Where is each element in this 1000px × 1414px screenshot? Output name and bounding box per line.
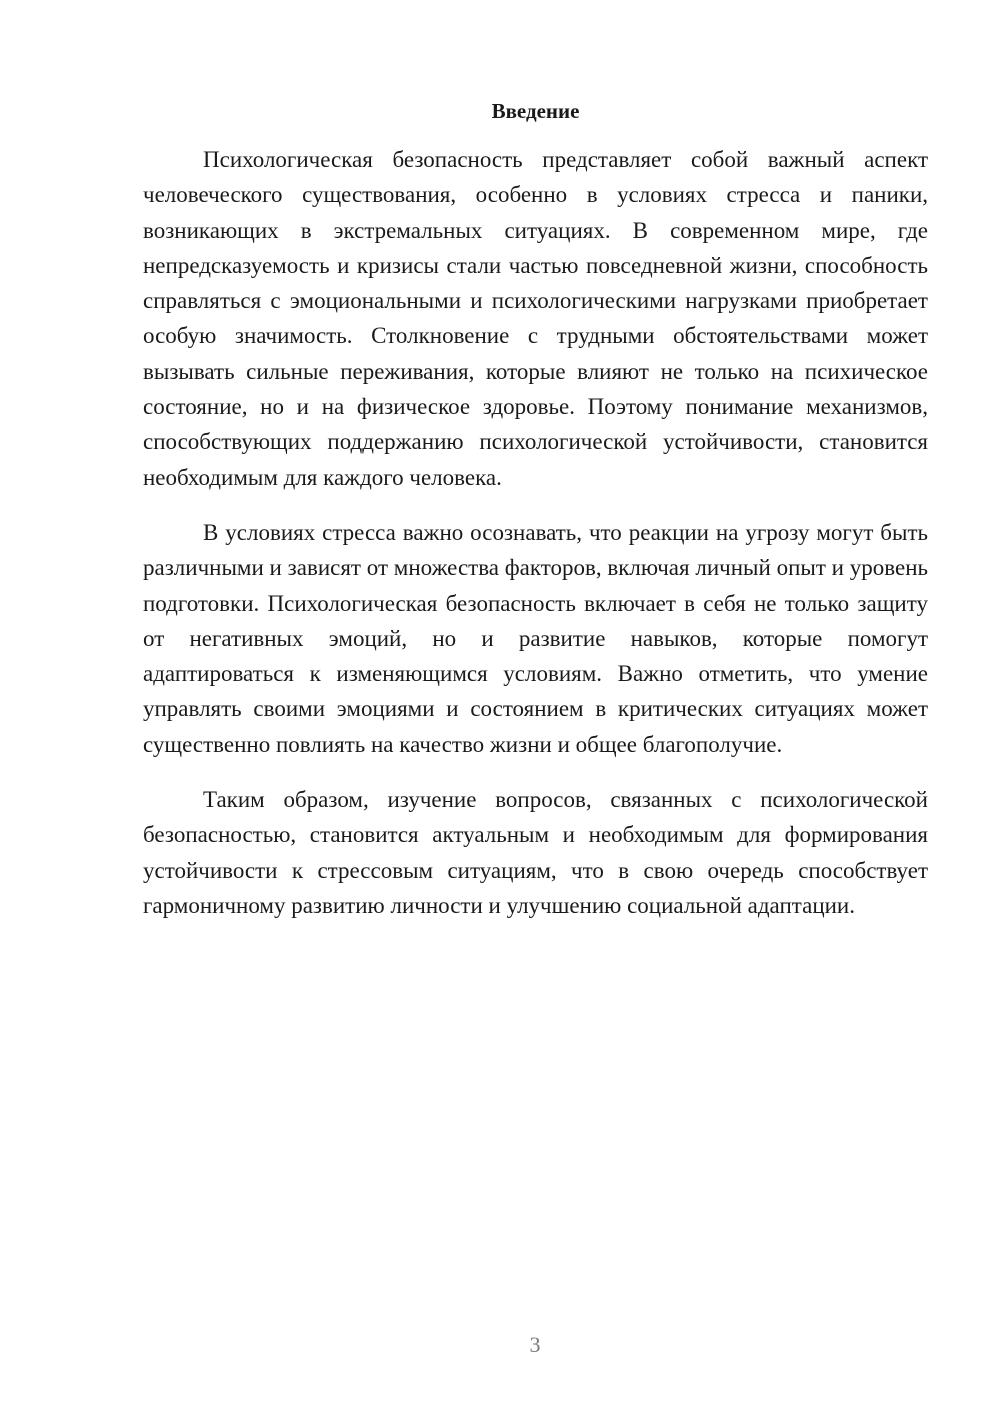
- page-number: 3: [529, 1332, 541, 1357]
- body-text: [143, 142, 928, 923]
- section-heading: Введение: [491, 99, 580, 123]
- paragraph: В условиях стресса важно осознавать, что реакции на угрозу могут быть различными и зависят от множества факторов, включая личный опыт и уровень подготовки. Психологическая безопасность включает в себя не только защиту от негативных эмоций, но и развитие навыков, которые помогут адаптироваться к изменяющимся условиям. Важно отметить, что умение управлять своими эмоциями и состоянием в критических ситуациях может существенно повлиять на качество жизни и общее благополучие.: [143, 519, 928, 757]
- paragraph: Психологическая безопасность представляет собой важный аспект человеческого существования, особенно в условиях стресса и паники, возникающих в экстремальных ситуациях. В современном мире, где непредсказуемость и кризисы стали частью повседневной жизни, способность справляться с эмоциональными и психологическими нагрузками приобретает особую значимость. Столкновение с трудными обстоятельствами может вызывать сильные переживания, которые влияют не только на психическое состояние, но и на физическое здоровье. Поэтому понимание механизмов, способствующих поддержанию психологической устойчивости, становится необходимым для каждого человека.: [143, 147, 928, 490]
- paragraph: Таким образом, изучение вопросов, связанных с психологической безопасностью, становится актуальным и необходимым для формирования устойчивости к стрессовым ситуациям, что в свою очередь способствует гармоничному развитию личности и улучшению социальной адаптации.: [143, 787, 928, 918]
